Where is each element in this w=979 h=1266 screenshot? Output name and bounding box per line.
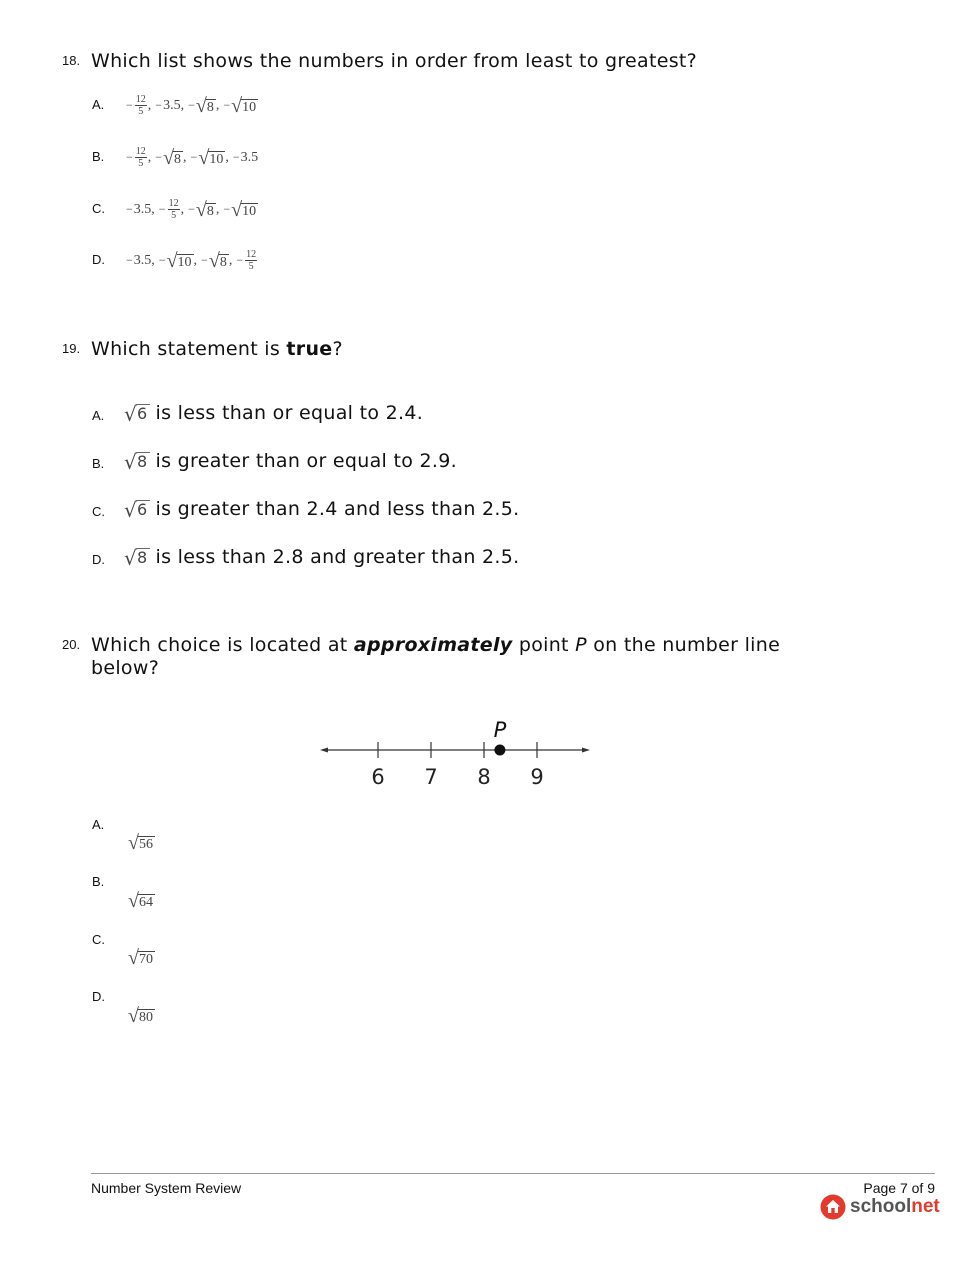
q20-option-d-letter[interactable]: D. (92, 989, 105, 1004)
q18-option-a-letter[interactable]: A. (92, 97, 105, 112)
sqrt-icon: √ 6 (124, 497, 148, 522)
q20-option-c-letter[interactable]: C. (92, 932, 105, 947)
q19-option-d-text: is less than 2.8 and greater than 2.5. (155, 546, 520, 568)
sqrt-icon: √ 8 (163, 146, 182, 169)
question-20-number: 20. (62, 637, 81, 652)
sqrt-icon: √ 56 (128, 832, 153, 854)
math-term: − $\frac{12}{5}$ , (126, 146, 152, 169)
math-term: − $\frac{12}{5}$ (236, 249, 257, 272)
sqrt-icon: √ 8 (208, 249, 227, 272)
question-19-text: Which statement is true? (91, 338, 343, 360)
sqrt-icon: √ 70 (128, 947, 153, 969)
math-term: − $\frac{12}{5}$ , (158, 198, 185, 221)
q19-option-b-letter[interactable]: B. (92, 456, 105, 471)
q18-option-a-expression[interactable] (126, 94, 258, 117)
sqrt-icon: √ 6 (124, 401, 148, 426)
arrow-right-icon (582, 748, 590, 753)
math-term: − √ 10 , (158, 249, 198, 272)
sqrt-icon: √ 8 (124, 449, 148, 474)
math-term: − √ 10 (223, 94, 257, 117)
q18-option-c-letter[interactable]: C. (92, 201, 105, 216)
q18-option-b-letter[interactable]: B. (92, 149, 105, 164)
math-term: − √ 8 , (155, 146, 187, 169)
math-term: − √ 10 (223, 198, 257, 221)
q18-option-d-expression[interactable] (126, 249, 258, 272)
question-18-number: 18. (62, 53, 81, 68)
sqrt-icon: √ 10 (231, 94, 257, 117)
sqrt-icon: √ 10 (231, 198, 257, 221)
emphasis-true: true (286, 338, 333, 360)
schoolnet-logo: schoolnet (820, 1194, 940, 1220)
q18-option-b-expression[interactable] (126, 146, 258, 169)
footer-divider (91, 1173, 935, 1174)
math-term: − 3.5 , (126, 201, 155, 217)
tick-label-8: 8 (477, 765, 491, 789)
number-line (318, 712, 598, 792)
math-term: − 3.5 (232, 149, 259, 165)
tick-label-6: 6 (371, 765, 385, 789)
footer-title: Number System Review (91, 1180, 242, 1196)
tick-label-7: 7 (424, 765, 438, 789)
math-term: − √ 8 , (201, 249, 233, 272)
fraction: $\frac{12}{5}$ (135, 146, 146, 169)
fraction: $\frac{12}{5}$ (135, 94, 146, 117)
math-term: − $\frac{12}{5}$ , (126, 94, 152, 117)
q19-option-c-text: is greater than 2.4 and less than 2.5. (155, 498, 520, 520)
question-19-number: 19. (62, 341, 81, 356)
q20-option-d-expression[interactable] (128, 1007, 155, 1025)
q19-option-a-text: is less than or equal to 2.4. (155, 402, 424, 424)
math-term: − 3.5 , (126, 252, 155, 268)
page-number: Page 7 of 9 (863, 1180, 935, 1196)
sqrt-icon: √ 10 (198, 146, 224, 169)
q19-option-d[interactable] (124, 546, 519, 568)
q18-option-d-letter[interactable]: D. (92, 252, 105, 267)
question-18-text: Which list shows the numbers in order from least to greatest? (91, 50, 698, 72)
math-term: − 3.5 , (155, 97, 185, 113)
tick-label-9: 9 (530, 765, 544, 789)
sqrt-icon: √ 8 (195, 198, 214, 221)
sqrt-icon: √ 64 (128, 890, 153, 912)
q19-option-a-letter[interactable]: A. (92, 408, 105, 423)
math-term: − √ 10 , (190, 146, 229, 169)
arrow-left-icon (320, 748, 328, 753)
q20-option-a-expression[interactable] (128, 834, 155, 852)
sqrt-icon: √ 80 (128, 1005, 153, 1027)
q19-option-b[interactable] (124, 450, 457, 472)
q19-option-c[interactable] (124, 498, 519, 520)
q20-option-c-expression[interactable] (128, 949, 155, 967)
q20-option-b-letter[interactable]: B. (92, 874, 105, 889)
fraction: $\frac{12}{5}$ (246, 249, 257, 272)
question-20-text: Which choice is located at approximately point P on the number line below? (91, 634, 781, 679)
q19-option-c-letter[interactable]: C. (92, 504, 105, 519)
q20-option-b-expression[interactable] (128, 892, 155, 910)
point-p-label: P (493, 718, 507, 742)
math-term: − √ 8 , (188, 94, 220, 117)
sqrt-icon: √ 8 (124, 545, 148, 570)
point-p-marker (494, 745, 505, 756)
house-icon (820, 1194, 846, 1220)
q19-option-a[interactable] (124, 402, 423, 424)
sqrt-icon: √ 10 (166, 249, 192, 272)
q18-option-c-expression[interactable] (126, 198, 258, 221)
q19-option-d-letter[interactable]: D. (92, 552, 105, 567)
q20-option-a-letter[interactable]: A. (92, 817, 105, 832)
q19-option-b-text: is greater than or equal to 2.9. (155, 450, 457, 472)
math-term: − √ 8 , (188, 198, 220, 221)
fraction: $\frac{12}{5}$ (168, 198, 179, 221)
sqrt-icon: √ 8 (195, 94, 214, 117)
